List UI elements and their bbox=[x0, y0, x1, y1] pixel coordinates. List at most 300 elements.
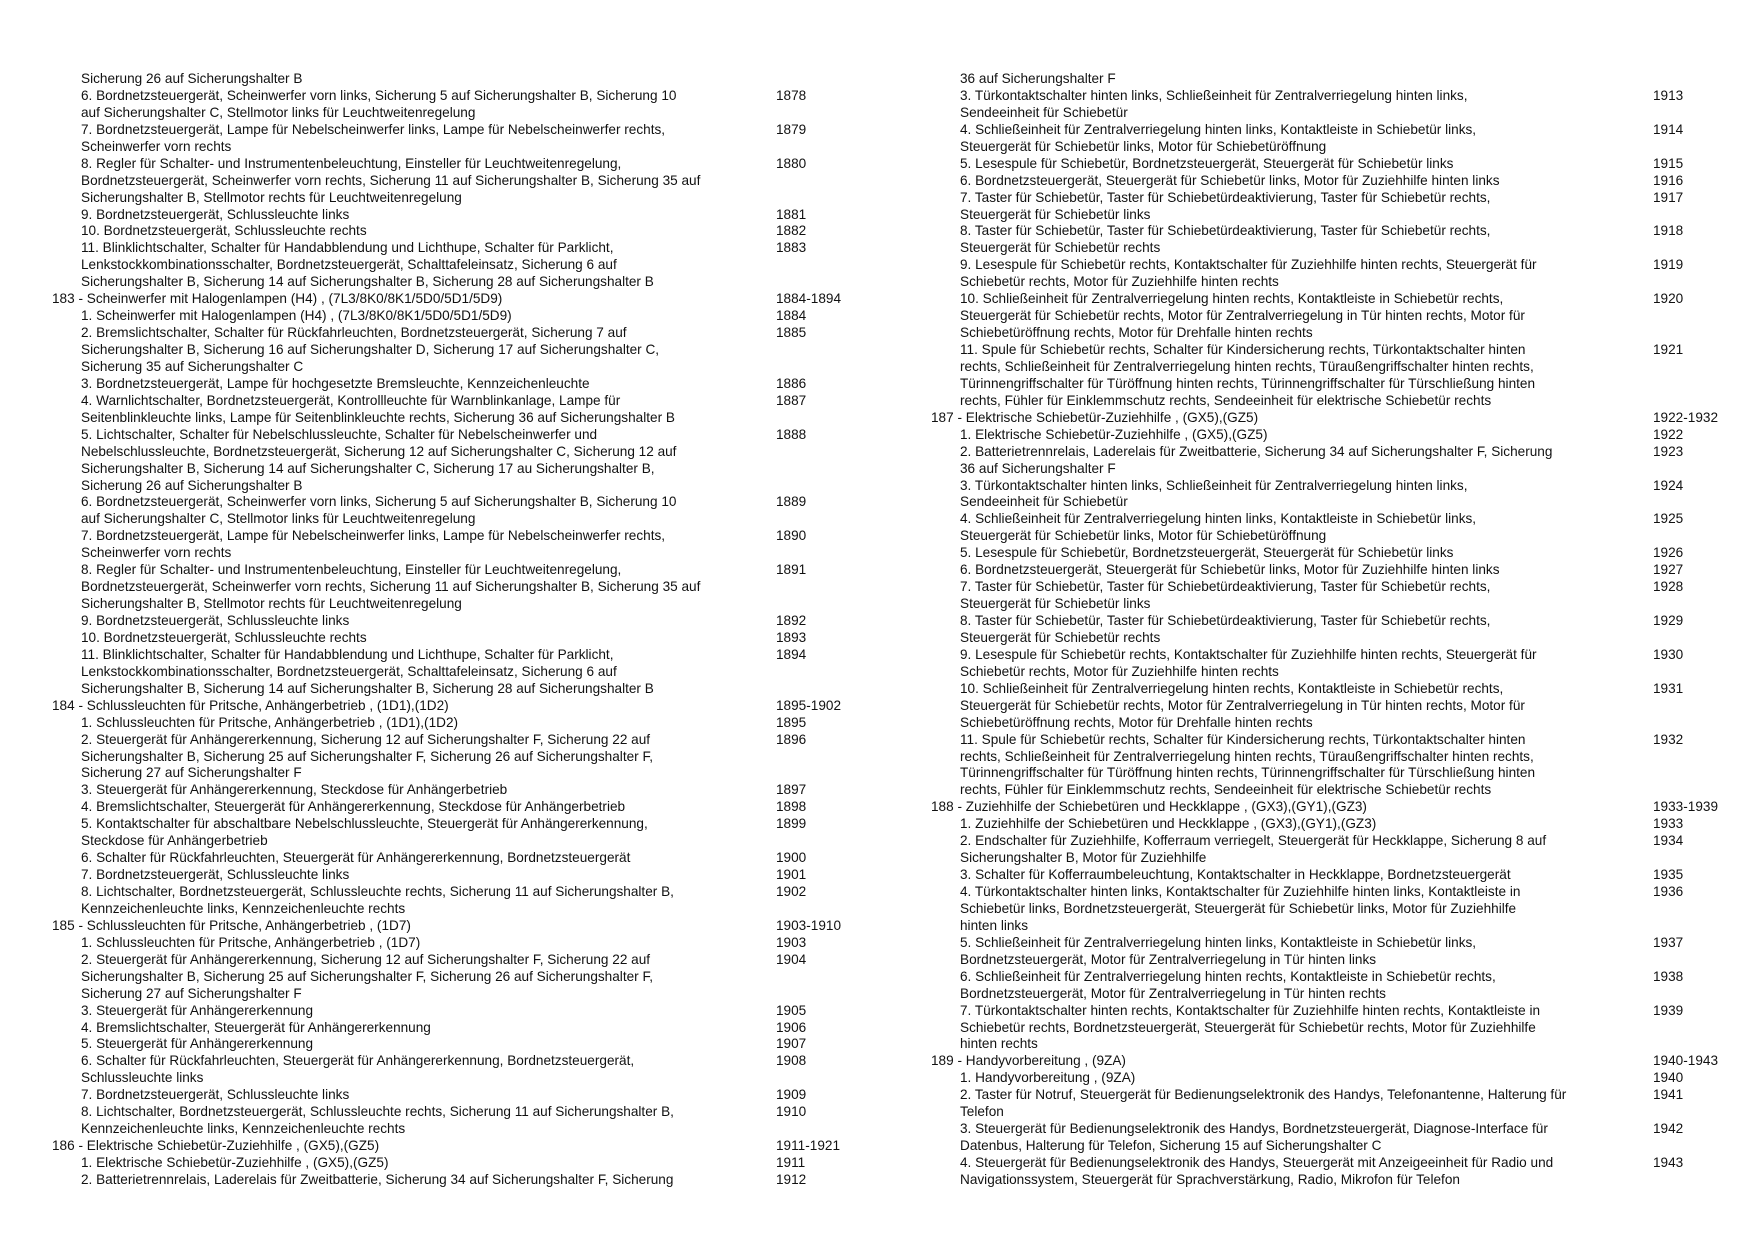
page-number: 1917 bbox=[1653, 189, 1684, 205]
page-number: 1904 bbox=[776, 951, 807, 967]
entry-text: 3. Steuergerät für Anhängererkennung bbox=[81, 1002, 314, 1018]
index-entry-line bbox=[52, 579, 852, 596]
entry-text: 6. Bordnetzsteuergerät, Scheinwerfer vorn links, Sicherung 5 auf Sicherungshalter B, Sicherung 10 bbox=[81, 87, 677, 103]
index-entry-line bbox=[52, 647, 852, 664]
index-entry-line bbox=[931, 139, 1731, 156]
page-number: 1921 bbox=[1653, 342, 1684, 357]
entry-text: Sicherungshalter B, Sicherung 25 auf Sicherungshalter F, Sicherung 26 auf Sicherungshalter F, bbox=[81, 748, 654, 764]
page-number: 1911-1921 bbox=[776, 1138, 840, 1154]
page-number: 1882 bbox=[776, 223, 807, 239]
index-column-right bbox=[931, 71, 1731, 1189]
page-number: 1881 bbox=[776, 206, 807, 222]
page-number: 1887 bbox=[776, 392, 807, 408]
index-entry-line bbox=[52, 122, 852, 139]
page-number: 1880 bbox=[776, 155, 807, 171]
index-entry-line bbox=[931, 935, 1731, 952]
index-entry-line bbox=[931, 969, 1731, 986]
entry-text: Steuergerät für Schiebetür rechts bbox=[960, 240, 1161, 256]
entry-text: 7. Türkontaktschalter hinten rechts, Kontaktschalter für Zuziehhilfe hinten rechts, Kontaktleiste in bbox=[960, 1002, 1541, 1018]
index-entry-line bbox=[931, 1138, 1731, 1155]
index-entry-line bbox=[931, 71, 1731, 88]
entry-text: Lenkstockkombinationsschalter, Bordnetzsteuergerät, Schalttafeleinsatz, Sicherung 6 auf bbox=[81, 257, 617, 273]
index-entry-line bbox=[931, 765, 1731, 782]
section-title: 186 - Elektrische Schiebetür-Zuziehhilfe , (GX5),(GZ5) bbox=[52, 1138, 380, 1154]
entry-text: 9. Bordnetzsteuergerät, Schlussleuchte links bbox=[81, 613, 350, 628]
index-entry-line bbox=[931, 630, 1731, 647]
index-entry-line bbox=[931, 867, 1731, 884]
entry-text: 4. Schließeinheit für Zentralverriegelung hinten links, Kontaktleiste in Schiebetür links, bbox=[960, 121, 1477, 137]
entry-text: 11. Blinklichtschalter, Schalter für Handabblendung und Lichthupe, Schalter für Parklicht, bbox=[81, 240, 614, 256]
entry-text: Steuergerät für Schiebetür rechts, Motor für Zentralverriegelung in Tür hinten rechts, Motor für bbox=[960, 308, 1525, 324]
entry-text: 3. Türkontaktschalter hinten links, Schließeinheit für Zentralverriegelung hinten links, bbox=[960, 87, 1468, 103]
index-entry-line bbox=[52, 596, 852, 613]
entry-text: Steuergerät für Schiebetür links bbox=[960, 596, 1151, 612]
page-number: 1901 bbox=[776, 867, 807, 883]
entry-text: Schlussleuchte links bbox=[81, 1070, 204, 1086]
index-entry-line bbox=[931, 511, 1731, 528]
page-number: 1943 bbox=[1653, 1155, 1684, 1170]
section-title: 184 - Schlussleuchten für Pritsche, Anhängerbetrieb , (1D1),(1D2) bbox=[52, 697, 449, 713]
section-title: 188 - Zuziehhilfe der Schiebetüren und Heckklappe , (GX3),(GY1),(GZ3) bbox=[931, 799, 1367, 815]
page-number: 1941 bbox=[1653, 1087, 1684, 1103]
entry-text: Steuergerät für Schiebetür rechts, Motor für Zentralverriegelung in Tür hinten rechts, Motor für bbox=[960, 697, 1525, 713]
page-number: 1929 bbox=[1653, 613, 1684, 628]
index-column-left bbox=[52, 71, 852, 1189]
section-heading-line bbox=[52, 1138, 852, 1155]
page-number: 1893 bbox=[776, 629, 807, 645]
index-entry-line bbox=[52, 715, 852, 732]
entry-text: 7. Bordnetzsteuergerät, Schlussleuchte links bbox=[81, 1087, 350, 1103]
index-entry-line bbox=[931, 461, 1731, 478]
index-entry-line bbox=[52, 782, 852, 799]
index-entry-line bbox=[52, 935, 852, 952]
index-entry-line bbox=[931, 325, 1731, 342]
entry-text: 9. Bordnetzsteuergerät, Schlussleuchte links bbox=[81, 206, 350, 222]
entry-text: Sicherung 26 auf Sicherungshalter B bbox=[81, 477, 303, 493]
entry-text: Sicherung 35 auf Sicherungshalter C bbox=[81, 358, 304, 374]
index-entry-line bbox=[931, 918, 1731, 935]
entry-text: hinten links bbox=[960, 917, 1029, 933]
entry-text: Schiebetür links, Bordnetzsteuergerät, Steuergerät für Schiebetür links, Motor für Zuziehhilfe bbox=[960, 900, 1517, 916]
entry-text: 11. Blinklichtschalter, Schalter für Handabblendung und Lichthupe, Schalter für Parklicht, bbox=[81, 646, 614, 662]
index-entry-line bbox=[931, 579, 1731, 596]
entry-text: 8. Lichtschalter, Bordnetzsteuergerät, Schlussleuchte rechts, Sicherung 11 auf Sicherungshalter B, bbox=[81, 884, 674, 899]
index-entry-line bbox=[52, 223, 852, 240]
page-number: 1935 bbox=[1653, 867, 1684, 883]
page-number: 1903-1910 bbox=[776, 917, 842, 933]
index-entry-line bbox=[52, 681, 852, 698]
index-entry-line bbox=[931, 884, 1731, 901]
index-entry-line bbox=[931, 1121, 1731, 1138]
entry-text: 6. Schalter für Rückfahrleuchten, Steuergerät für Anhängererkennung, Bordnetzsteuergerät bbox=[81, 850, 631, 866]
entry-text: 7. Bordnetzsteuergerät, Lampe für Nebelscheinwerfer links, Lampe für Nebelscheinwerfer rechts, bbox=[81, 528, 666, 544]
entry-text: 8. Taster für Schiebetür, Taster für Schiebetürdeaktivierung, Taster für Schiebetür rechts, bbox=[960, 223, 1491, 239]
index-entry-line bbox=[52, 88, 852, 105]
entry-text: 2. Steuergerät für Anhängererkennung, Sicherung 12 auf Sicherungshalter F, Sicherung 22 auf bbox=[81, 731, 651, 747]
index-entry-line bbox=[931, 749, 1731, 766]
entry-text: Sicherung 27 auf Sicherungshalter F bbox=[81, 985, 302, 1001]
entry-text: 8. Regler für Schalter- und Instrumentenbeleuchtung, Einsteller für Leuchtweitenregelung, bbox=[81, 155, 622, 171]
entry-text: Datenbus, Halterung für Telefon, Sicherung 15 auf Sicherungshalter C bbox=[960, 1138, 1382, 1154]
page-number: 1937 bbox=[1653, 934, 1684, 950]
entry-text: Sendeeinheit für Schiebetür bbox=[960, 494, 1128, 510]
entry-text: 7. Taster für Schiebetür, Taster für Schiebetürdeaktivierung, Taster für Schiebetür rechts, bbox=[960, 189, 1491, 205]
index-entry-line bbox=[52, 156, 852, 173]
index-entry-line bbox=[52, 1155, 852, 1172]
entry-text: Kennzeichenleuchte links, Kennzeichenleuchte rechts bbox=[81, 1121, 406, 1137]
entry-text: Sicherung 26 auf Sicherungshalter B bbox=[81, 71, 303, 86]
index-entry-line bbox=[52, 1036, 852, 1053]
entry-text: 2. Taster für Notruf, Steuergerät für Bedienungselektronik des Handys, Telefonantenne, Halterung für bbox=[960, 1087, 1567, 1103]
index-entry-line bbox=[52, 427, 852, 444]
page-number: 1938 bbox=[1653, 968, 1684, 984]
index-entry-line bbox=[52, 274, 852, 291]
index-entry-line bbox=[931, 562, 1731, 579]
index-entry-line bbox=[52, 562, 852, 579]
index-entry-line bbox=[931, 545, 1731, 562]
index-entry-line bbox=[931, 207, 1731, 224]
page-number: 1915 bbox=[1653, 155, 1684, 171]
index-entry-line bbox=[931, 952, 1731, 969]
entry-text: 11. Spule für Schiebetür rechts, Schalter für Kindersicherung rechts, Türkontaktschalter hinten bbox=[960, 731, 1526, 747]
section-title: 183 - Scheinwerfer mit Halogenlampen (H4) , (7L3/8K0/8K1/5D0/5D1/5D9) bbox=[52, 291, 503, 307]
entry-text: 2. Bremslichtschalter, Schalter für Rückfahrleuchten, Bordnetzsteuergerät, Sicherung 7 auf bbox=[81, 325, 627, 341]
entry-text: 6. Bordnetzsteuergerät, Steuergerät für Schiebetür links, Motor für Zuziehhilfe hinten links bbox=[960, 562, 1500, 578]
entry-text: 4. Warnlichtschalter, Bordnetzsteuergerät, Kontrollleuchte für Warnblinkanlage, Lampe für bbox=[81, 392, 621, 408]
entry-text: 36 auf Sicherungshalter F bbox=[960, 71, 1116, 86]
index-entry-line bbox=[931, 816, 1731, 833]
entry-text: 10. Bordnetzsteuergerät, Schlussleuchte rechts bbox=[81, 223, 367, 239]
index-entry-line bbox=[931, 190, 1731, 207]
index-entry-line bbox=[931, 342, 1731, 359]
entry-text: 1. Elektrische Schiebetür-Zuziehhilfe , (GX5),(GZ5) bbox=[81, 1155, 389, 1170]
index-entry-line bbox=[52, 478, 852, 495]
entry-text: 6. Schließeinheit für Zentralverriegelung hinten rechts, Kontaktleiste in Schiebetür rechts, bbox=[960, 968, 1496, 984]
entry-text: 7. Bordnetzsteuergerät, Schlussleuchte links bbox=[81, 867, 350, 883]
index-entry-line bbox=[52, 257, 852, 274]
entry-text: auf Sicherungshalter C, Stellmotor links für Leuchtweitenregelung bbox=[81, 511, 476, 527]
index-entry-line bbox=[931, 850, 1731, 867]
index-entry-line bbox=[52, 1070, 852, 1087]
index-entry-line bbox=[52, 410, 852, 427]
entry-text: 5. Kontaktschalter für abschaltbare Nebelschlussleuchte, Steuergerät für Anhängererkennung, bbox=[81, 816, 648, 832]
index-entry-line bbox=[52, 461, 852, 478]
index-entry-line bbox=[52, 139, 852, 156]
page-number: 1902 bbox=[776, 884, 807, 899]
page-number: 1886 bbox=[776, 375, 807, 391]
index-entry-line bbox=[52, 342, 852, 359]
index-entry-line bbox=[52, 545, 852, 562]
page-number: 1897 bbox=[776, 782, 807, 798]
page-number: 1912 bbox=[776, 1171, 807, 1187]
entry-text: 1. Scheinwerfer mit Halogenlampen (H4) , (7L3/8K0/8K1/5D0/5D1/5D9) bbox=[81, 308, 512, 324]
entry-text: 1. Elektrische Schiebetür-Zuziehhilfe , (GX5),(GZ5) bbox=[960, 426, 1268, 442]
page-number: 1922 bbox=[1653, 426, 1684, 442]
page-number: 1878 bbox=[776, 87, 807, 103]
entry-text: Lenkstockkombinationsschalter, Bordnetzsteuergerät, Schalttafeleinsatz, Sicherung 6 auf bbox=[81, 663, 617, 679]
section-heading-line bbox=[52, 291, 852, 308]
entry-text: Nebelschlussleuchte, Bordnetzsteuergerät, Sicherung 12 auf Sicherungshalter C, Sicherung 12 auf bbox=[81, 443, 677, 459]
entry-text: 1. Zuziehhilfe der Schiebetüren und Heckklappe , (GX3),(GY1),(GZ3) bbox=[960, 816, 1377, 832]
entry-text: 5. Lesespule für Schiebetür, Bordnetzsteuergerät, Steuergerät für Schiebetür links bbox=[960, 155, 1454, 171]
entry-text: Scheinwerfer vorn rechts bbox=[81, 545, 232, 561]
entry-text: 2. Steuergerät für Anhängererkennung, Sicherung 12 auf Sicherungshalter F, Sicherung 22 auf bbox=[81, 951, 651, 967]
page-number: 1899 bbox=[776, 816, 807, 832]
index-entry-line bbox=[52, 986, 852, 1003]
section-heading-line bbox=[52, 918, 852, 935]
page-number: 1931 bbox=[1653, 680, 1684, 696]
page-number: 1889 bbox=[776, 494, 807, 510]
entry-text: 3. Schalter für Kofferraumbeleuchtung, Kontaktschalter in Heckklappe, Bordnetzsteuergerät bbox=[960, 867, 1511, 883]
index-entry-line bbox=[931, 105, 1731, 122]
index-entry-line bbox=[52, 799, 852, 816]
entry-text: 5. Lesespule für Schiebetür, Bordnetzsteuergerät, Steuergerät für Schiebetür links bbox=[960, 545, 1454, 561]
index-entry-line bbox=[52, 528, 852, 545]
entry-text: Bordnetzsteuergerät, Motor für Zentralverriegelung in Tür hinten links bbox=[960, 951, 1377, 967]
entry-text: 4. Steuergerät für Bedienungselektronik des Handys, Steuergerät mit Anzeigeeinheit für Radio und bbox=[960, 1155, 1554, 1170]
entry-text: Sicherung 27 auf Sicherungshalter F bbox=[81, 765, 302, 781]
entry-text: 7. Bordnetzsteuergerät, Lampe für Nebelscheinwerfer links, Lampe für Nebelscheinwerfer rechts, bbox=[81, 121, 666, 137]
entry-text: Sicherungshalter B, Sicherung 14 auf Sicherungshalter B, Sicherung 28 auf Sicherungshalter B bbox=[81, 274, 654, 290]
entry-text: 1. Schlussleuchten für Pritsche, Anhängerbetrieb , (1D7) bbox=[81, 934, 421, 950]
index-entry-line bbox=[52, 630, 852, 647]
page-number: 1933-1939 bbox=[1653, 799, 1719, 815]
entry-text: 8. Lichtschalter, Bordnetzsteuergerät, Schlussleuchte rechts, Sicherung 11 auf Sicherungshalter B, bbox=[81, 1104, 674, 1120]
entry-text: Seitenblinkleuchte links, Lampe für Seitenblinkleuchte rechts, Sicherung 36 auf Sicherungshalter B bbox=[81, 409, 675, 425]
entry-text: Bordnetzsteuergerät, Motor für Zentralverriegelung in Tür hinten rechts bbox=[960, 985, 1386, 1001]
index-entry-line bbox=[52, 732, 852, 749]
entry-text: Schiebetüröffnung rechts, Motor für Drehfalle hinten rechts bbox=[960, 714, 1313, 730]
entry-text: 8. Regler für Schalter- und Instrumentenbeleuchtung, Einsteller für Leuchtweitenregelung, bbox=[81, 562, 622, 578]
index-entry-line bbox=[931, 393, 1731, 410]
page-number: 1934 bbox=[1653, 833, 1684, 849]
page-number: 1923 bbox=[1653, 443, 1684, 459]
entry-text: Sicherungshalter B, Sicherung 14 auf Sicherungshalter C, Sicherung 17 au Sicherungshalter B, bbox=[81, 460, 655, 476]
page-number: 1900 bbox=[776, 850, 807, 866]
index-entry-line bbox=[931, 257, 1731, 274]
entry-text: 1. Handyvorbereitung , (9ZA) bbox=[960, 1070, 1136, 1086]
entry-text: Sicherungshalter B, Stellmotor rechts für Leuchtweitenregelung bbox=[81, 189, 462, 205]
page-number: 1936 bbox=[1653, 884, 1684, 899]
page-number: 1918 bbox=[1653, 223, 1684, 239]
page-number: 1916 bbox=[1653, 172, 1684, 188]
entry-text: 7. Taster für Schiebetür, Taster für Schiebetürdeaktivierung, Taster für Schiebetür rechts, bbox=[960, 579, 1491, 595]
index-entry-line bbox=[931, 1036, 1731, 1053]
index-entry-line bbox=[52, 444, 852, 461]
entry-text: Steuergerät für Schiebetür links, Motor für Schiebetüröffnung bbox=[960, 138, 1327, 154]
index-entry-line bbox=[931, 833, 1731, 850]
page-number: 1905 bbox=[776, 1002, 807, 1018]
index-entry-line bbox=[931, 698, 1731, 715]
entry-text: 9. Lesespule für Schiebetür rechts, Kontaktschalter für Zuziehhilfe hinten rechts, Steuergerät für bbox=[960, 646, 1537, 662]
index-entry-line bbox=[52, 359, 852, 376]
index-entry-line bbox=[931, 359, 1731, 376]
page-number: 1928 bbox=[1653, 579, 1684, 595]
section-heading-line bbox=[52, 698, 852, 715]
page-number: 1922-1932 bbox=[1653, 409, 1719, 425]
index-entry-line bbox=[931, 427, 1731, 444]
entry-text: Türinnengriffschalter für Türöffnung hinten rechts, Türinnengriffschalter für Türschließung hinten bbox=[960, 765, 1536, 781]
page-number: 1933 bbox=[1653, 816, 1684, 832]
entry-text: Steuergerät für Schiebetür links bbox=[960, 206, 1151, 222]
index-entry-line bbox=[52, 952, 852, 969]
page-number: 1927 bbox=[1653, 562, 1684, 578]
entry-text: rechts, Schließeinheit für Zentralverriegelung hinten rechts, Türaußengriffschalter hinten rechts, bbox=[960, 748, 1534, 764]
entry-text: 10. Schließeinheit für Zentralverriegelung hinten rechts, Kontaktleiste in Schiebetür rechts, bbox=[960, 680, 1504, 696]
entry-text: 2. Batterietrennrelais, Laderelais für Zweitbatterie, Sicherung 34 auf Sicherungshalter F, Sicherung bbox=[81, 1171, 674, 1187]
index-entry-line bbox=[52, 173, 852, 190]
section-title: 189 - Handyvorbereitung , (9ZA) bbox=[931, 1053, 1126, 1069]
section-heading-line bbox=[931, 799, 1731, 816]
entry-text: 36 auf Sicherungshalter F bbox=[960, 460, 1116, 476]
page-number: 1914 bbox=[1653, 121, 1684, 137]
entry-text: 10. Bordnetzsteuergerät, Schlussleuchte rechts bbox=[81, 629, 367, 645]
entry-text: 4. Bremslichtschalter, Steuergerät für Anhängererkennung, Steckdose für Anhängerbetrieb bbox=[81, 799, 626, 815]
index-entry-line bbox=[52, 969, 852, 986]
entry-text: Bordnetzsteuergerät, Scheinwerfer vorn rechts, Sicherung 11 auf Sicherungshalter B, Sicherung 35 auf bbox=[81, 172, 701, 188]
index-entry-line bbox=[52, 1172, 852, 1189]
entry-text: 4. Schließeinheit für Zentralverriegelung hinten links, Kontaktleiste in Schiebetür links, bbox=[960, 511, 1477, 527]
index-entry-line bbox=[931, 1087, 1731, 1104]
page-number: 1913 bbox=[1653, 87, 1684, 103]
index-entry-line bbox=[52, 867, 852, 884]
page-number: 1884 bbox=[776, 308, 807, 324]
page-number: 1909 bbox=[776, 1087, 807, 1103]
page-number: 1920 bbox=[1653, 291, 1684, 307]
entry-text: Schiebetür rechts, Motor für Zuziehhilfe hinten rechts bbox=[960, 274, 1279, 290]
index-entry-line bbox=[52, 1003, 852, 1020]
entry-text: hinten rechts bbox=[960, 1036, 1038, 1052]
page-number: 1903 bbox=[776, 934, 807, 950]
index-entry-line bbox=[52, 71, 852, 88]
index-entry-line bbox=[931, 156, 1731, 173]
index-entry-line bbox=[931, 291, 1731, 308]
index-entry-line bbox=[931, 715, 1731, 732]
entry-text: Schiebetür rechts, Motor für Zuziehhilfe hinten rechts bbox=[960, 663, 1279, 679]
page-number: 1906 bbox=[776, 1019, 807, 1035]
index-entry-line bbox=[931, 901, 1731, 918]
entry-text: Scheinwerfer vorn rechts bbox=[81, 138, 232, 154]
page-number: 1891 bbox=[776, 562, 807, 578]
index-entry-line bbox=[52, 1053, 852, 1070]
index-entry-line bbox=[931, 732, 1731, 749]
index-entry-line bbox=[52, 816, 852, 833]
index-entry-line bbox=[52, 105, 852, 122]
entry-text: Telefon bbox=[960, 1104, 1004, 1120]
index-entry-line bbox=[52, 884, 852, 901]
index-entry-line bbox=[931, 647, 1731, 664]
entry-text: 3. Steuergerät für Bedienungselektronik des Handys, Bordnetzsteuergerät, Diagnose-Interface für bbox=[960, 1121, 1548, 1137]
entry-text: 9. Lesespule für Schiebetür rechts, Kontaktschalter für Zuziehhilfe hinten rechts, Steuergerät für bbox=[960, 257, 1537, 273]
entry-text: Navigationssystem, Steuergerät für Sprachverstärkung, Radio, Mikrofon für Telefon bbox=[960, 1171, 1460, 1187]
entry-text: Sendeeinheit für Schiebetür bbox=[960, 104, 1128, 120]
index-entry-line bbox=[52, 1087, 852, 1104]
page-number: 1884-1894 bbox=[776, 291, 842, 307]
entry-text: 2. Endschalter für Zuziehhilfe, Kofferraum verriegelt, Steuergerät für Heckklappe, Sicherung 8 auf bbox=[960, 833, 1547, 849]
index-entry-line bbox=[52, 240, 852, 257]
entry-text: 1. Schlussleuchten für Pritsche, Anhängerbetrieb , (1D1),(1D2) bbox=[81, 714, 459, 730]
index-entry-line bbox=[52, 325, 852, 342]
index-entry-line bbox=[931, 88, 1731, 105]
index-entry-line bbox=[52, 1104, 852, 1121]
index-entry-line bbox=[52, 511, 852, 528]
page-number: 1932 bbox=[1653, 731, 1684, 747]
entry-text: Steuergerät für Schiebetür rechts bbox=[960, 629, 1161, 645]
entry-text: rechts, Fühler für Einklemmschutz rechts, Sendeeinheit für elektrische Schiebetür rechts bbox=[960, 392, 1492, 408]
entry-text: Sicherungshalter B, Sicherung 16 auf Sicherungshalter D, Sicherung 17 auf Sicherungshalter C, bbox=[81, 342, 660, 357]
entry-text: 5. Steuergerät für Anhängererkennung bbox=[81, 1036, 314, 1052]
page-number: 1939 bbox=[1653, 1002, 1684, 1018]
entry-text: Steuergerät für Schiebetür links, Motor für Schiebetüröffnung bbox=[960, 528, 1327, 544]
entry-text: 10. Schließeinheit für Zentralverriegelung hinten rechts, Kontaktleiste in Schiebetür rechts, bbox=[960, 291, 1504, 307]
page-number: 1907 bbox=[776, 1036, 807, 1052]
page-number: 1925 bbox=[1653, 511, 1684, 527]
entry-text: 4. Türkontaktschalter hinten links, Kontaktschalter für Zuziehhilfe hinten links, Kontaktleiste in bbox=[960, 884, 1521, 899]
entry-text: 11. Spule für Schiebetür rechts, Schalter für Kindersicherung rechts, Türkontaktschalter hinten bbox=[960, 342, 1526, 357]
entry-text: Bordnetzsteuergerät, Scheinwerfer vorn rechts, Sicherung 11 auf Sicherungshalter B, Sicherung 35 auf bbox=[81, 579, 701, 595]
index-entry-line bbox=[931, 376, 1731, 393]
entry-text: rechts, Fühler für Einklemmschutz rechts, Sendeeinheit für elektrische Schiebetür rechts bbox=[960, 782, 1492, 798]
entry-text: 6. Bordnetzsteuergerät, Steuergerät für Schiebetür links, Motor für Zuziehhilfe hinten links bbox=[960, 172, 1500, 188]
index-entry-line bbox=[931, 478, 1731, 495]
page-number: 1888 bbox=[776, 426, 807, 442]
entry-text: Schiebetüröffnung rechts, Motor für Drehfalle hinten rechts bbox=[960, 325, 1313, 341]
page-number: 1908 bbox=[776, 1053, 807, 1069]
page-number: 1896 bbox=[776, 731, 807, 747]
entry-text: 6. Schalter für Rückfahrleuchten, Steuergerät für Anhängererkennung, Bordnetzsteuergerät, bbox=[81, 1053, 635, 1069]
index-entry-line bbox=[52, 765, 852, 782]
page-number: 1890 bbox=[776, 528, 807, 544]
entry-text: 8. Taster für Schiebetür, Taster für Schiebetürdeaktivierung, Taster für Schiebetür rechts, bbox=[960, 613, 1491, 628]
entry-text: Schiebetür rechts, Bordnetzsteuergerät, Steuergerät für Schiebetür rechts, Motor für Zuziehhilfe bbox=[960, 1019, 1536, 1035]
index-entry-line bbox=[52, 376, 852, 393]
page-number: 1894 bbox=[776, 646, 807, 662]
index-entry-line bbox=[52, 850, 852, 867]
page-number: 1910 bbox=[776, 1104, 807, 1120]
section-title: 187 - Elektrische Schiebetür-Zuziehhilfe , (GX5),(GZ5) bbox=[931, 409, 1259, 425]
index-entry-line bbox=[52, 207, 852, 224]
index-entry-line bbox=[931, 1104, 1731, 1121]
index-entry-line bbox=[52, 664, 852, 681]
index-entry-line bbox=[52, 190, 852, 207]
entry-text: Sicherungshalter B, Motor für Zuziehhilfe bbox=[960, 850, 1207, 866]
index-entry-line bbox=[52, 1121, 852, 1138]
index-entry-line bbox=[931, 986, 1731, 1003]
index-entry-line bbox=[931, 528, 1731, 545]
index-entry-line bbox=[52, 494, 852, 511]
index-entry-line bbox=[931, 1003, 1731, 1020]
entry-text: Sicherungshalter B, Sicherung 14 auf Sicherungshalter B, Sicherung 28 auf Sicherungshalter B bbox=[81, 680, 654, 696]
entry-text: Türinnengriffschalter für Türöffnung hinten rechts, Türinnengriffschalter für Türschließung hinten bbox=[960, 375, 1536, 391]
entry-text: auf Sicherungshalter C, Stellmotor links für Leuchtweitenregelung bbox=[81, 104, 476, 120]
page-number: 1895 bbox=[776, 714, 807, 730]
index-entry-line bbox=[931, 613, 1731, 630]
index-entry-line bbox=[931, 173, 1731, 190]
page-number: 1919 bbox=[1653, 257, 1684, 273]
index-entry-line bbox=[52, 613, 852, 630]
index-entry-line bbox=[52, 308, 852, 325]
index-entry-line bbox=[931, 1155, 1731, 1172]
index-entry-line bbox=[931, 274, 1731, 291]
index-entry-line bbox=[931, 240, 1731, 257]
index-entry-line bbox=[52, 1020, 852, 1037]
entry-text: 4. Bremslichtschalter, Steuergerät für Anhängererkennung bbox=[81, 1019, 431, 1035]
index-entry-line bbox=[52, 901, 852, 918]
page-number: 1942 bbox=[1653, 1121, 1684, 1137]
entry-text: 5. Lichtschalter, Schalter für Nebelschlussleuchte, Schalter für Nebelscheinwerfer und bbox=[81, 426, 598, 442]
index-entry-line bbox=[931, 664, 1731, 681]
entry-text: Kennzeichenleuchte links, Kennzeichenleuchte rechts bbox=[81, 900, 406, 916]
